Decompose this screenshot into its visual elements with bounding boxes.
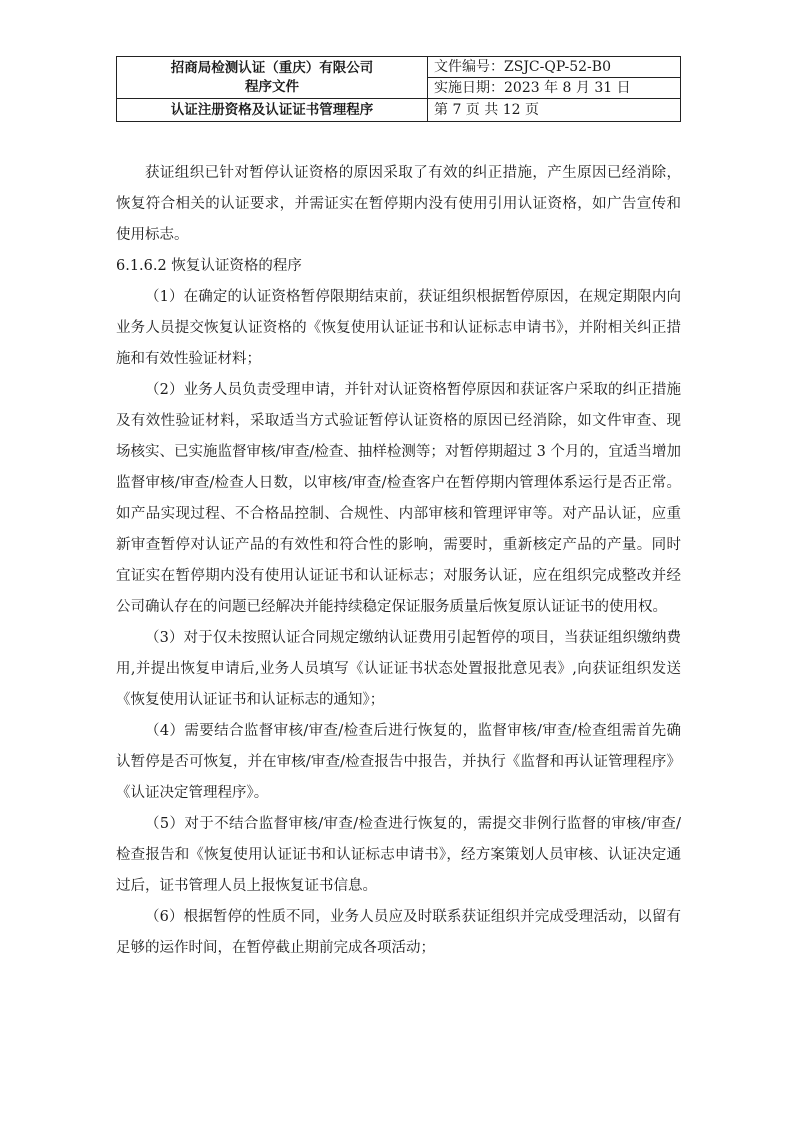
- company-cell: [117, 57, 428, 99]
- paragraph-item-6: （6）根据暂停的性质不同，业务人员应及时联系获证组织并完成受理活动，以留有足够的运作时间，在暂停截止期前完成各项活动；: [116, 909, 681, 956]
- document-header-table: [116, 56, 681, 122]
- document-number: 文件编号：ZSJC-QP-52-B0: [428, 57, 681, 78]
- paragraph-item-2: （2）业务人员负责受理申请，并针对认证资格暂停原因和获证客户采取的纠正措施及有效性验证材料，采取适当方式验证暂停认证资格的原因已经消除，如文件审查、现场核实、已实施监督审核/审查/检查、抽样检测等；对暂停期超过 3 个月的，宜适当增加监督审核/审查/检查人日数，以审核/审查/检查客户在暂停期内管理体系运行是否正常。如产品实现过程、不合格品控制、合规性、内部审核和管理评审等。对产品认证，应重新审查暂停对认证产品的有效性和符合性的影响，需要时，重新核定产品的产量。同时宜证实在暂停期内没有使用认证证书和认证标志；对服务认证，应在组织完成整改并经公司确认存在的问题已经解决并能持续稳定保证服务质量后恢复原认证证书的使用权。: [116, 382, 681, 615]
- paragraph-item-3: （3）对于仅未按照认证合同规定缴纳认证费用引起暂停的项目，当获证组织缴纳费用,并提出恢复申请后,业务人员填写《认证证书状态处置报批意见表》,向获证组织发送《恢复使用认证证书和认证标志的通知》；: [116, 630, 681, 708]
- procedure-title: 认证注册资格及认证证书管理程序: [117, 99, 428, 122]
- paragraph-intro: 获证组织已针对暂停认证资格的原因采取了有效的纠正措施，产生原因已经消除，恢复符合相关的认证要求，并需证实在暂停期内没有使用引用认证资格，如广告宣传和使用标志。: [116, 165, 681, 243]
- document-type: 程序文件: [245, 78, 299, 95]
- effective-date: 实施日期：2023 年 8 月 31 日: [428, 78, 681, 99]
- section-heading: 6.1.6.2 恢复认证资格的程序: [116, 258, 302, 274]
- paragraph-item-4: （4）需要结合监督审核/审查/检查后进行恢复的，监督审核/审查/检查组需首先确认暂停是否可恢复，并在审核/审查/检查报告中报告，并执行《监督和再认证管理程序》《认证决定管理程序》。: [116, 723, 681, 801]
- paragraph-item-5: （5）对于不结合监督审核/审查/检查进行恢复的，需提交非例行监督的审核/审查/检查报告和《恢复使用认证证书和认证标志申请书》，经方案策划人员审核、认证决定通过后，证书管理人员上报恢复证书信息。: [116, 816, 681, 894]
- company-name: 招商局检测认证（重庆）有限公司: [170, 59, 374, 76]
- paragraph-item-1: （1）在确定的认证资格暂停限期结束前，获证组织根据暂停原因，在规定期限内向业务人员提交恢复认证资格的《恢复使用认证证书和认证标志申请书》，并附相关纠正措施和有效性验证材料；: [116, 289, 681, 367]
- document-body: [116, 158, 681, 964]
- page-info: 第 7 页 共 12 页: [428, 99, 681, 122]
